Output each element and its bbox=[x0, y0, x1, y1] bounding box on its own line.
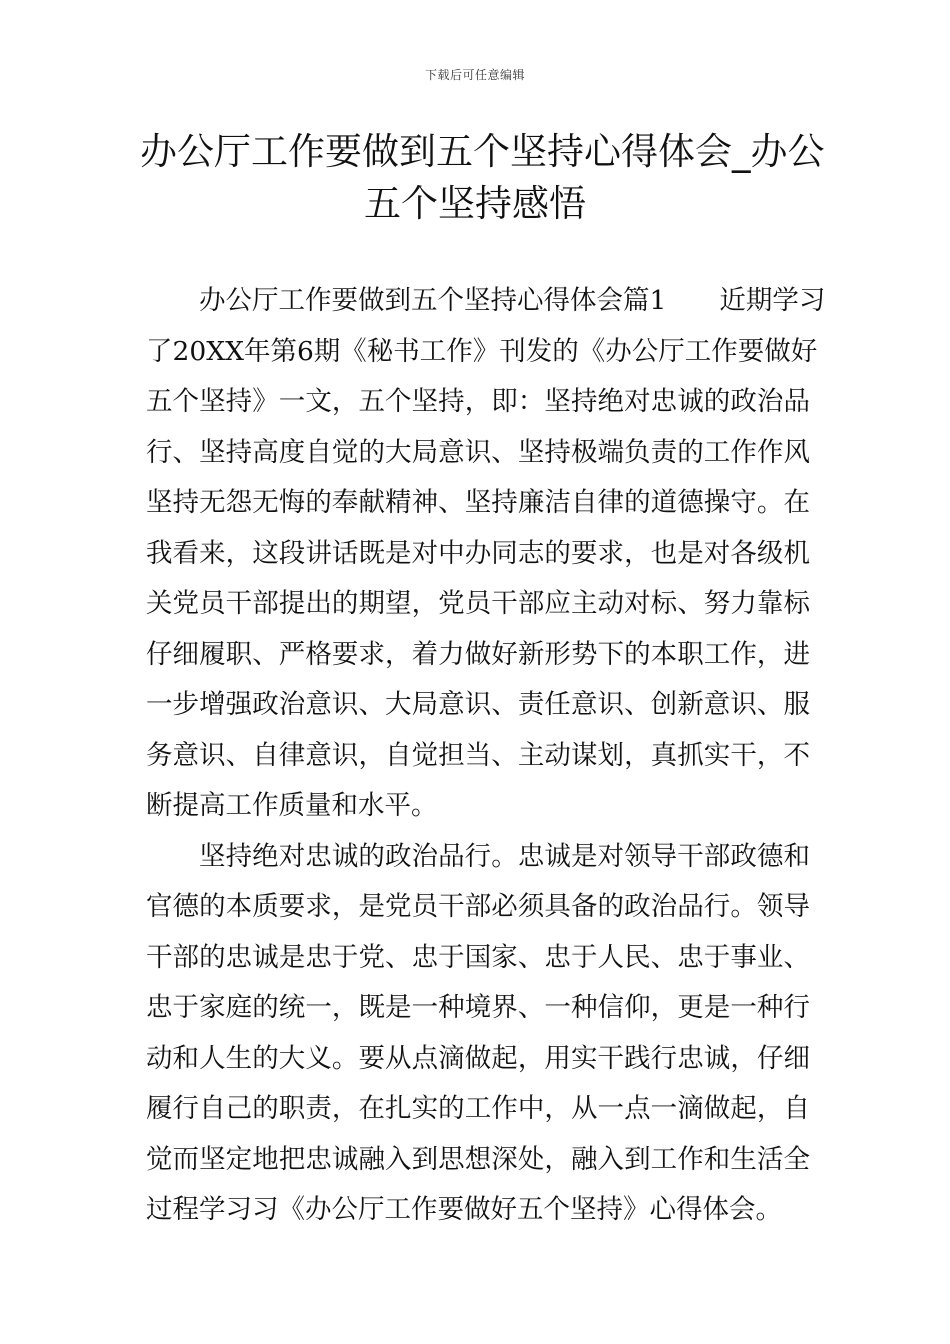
text-line: 断提高工作质量和水平。 bbox=[146, 790, 438, 821]
text-line: 五个坚持》一文，五个坚持，即：坚持绝对忠诚的政治品 bbox=[146, 386, 810, 417]
header-note: 下载后可任意编辑 bbox=[424, 68, 525, 82]
title-line: 办公厅工作要做到五个坚持心得体会_办公 bbox=[140, 130, 825, 173]
title-line: 五个坚持感悟 bbox=[364, 182, 586, 225]
text-line: 履行自己的职责，在扎实的工作中，从一点一滴做起，自 bbox=[146, 1093, 810, 1124]
text-line: 仔细履职、严格要求，着力做好新形势下的本职工作，进 bbox=[146, 638, 810, 670]
text-line: 干部的忠诚是忠于党、忠于国家、忠于人民、忠于事业、 bbox=[146, 941, 810, 973]
text-line: 忠于家庭的统一，既是一种境界、一种信仰，更是一种行 bbox=[146, 992, 810, 1023]
paragraph-2 bbox=[146, 832, 810, 1236]
text-line: 过程学习习《办公厅工作要做好五个坚持》心得体会。 bbox=[146, 1194, 782, 1225]
paragraph-1 bbox=[146, 276, 826, 832]
text-line: 我看来，这段讲话既是对中办同志的要求，也是对各级机 bbox=[146, 537, 810, 569]
text-line: 动和人生的大义。要从点滴做起，用实干践行忠诚，仔细 bbox=[146, 1042, 810, 1074]
document-body bbox=[146, 276, 826, 1236]
text-line: 一步增强政治意识、大局意识、责任意识、创新意识、服 bbox=[146, 689, 810, 720]
text-line: 了20XX年第6期《秘书工作》刊发的《办公厅工作要做好 bbox=[146, 335, 818, 367]
text-line: 行、坚持高度自觉的大局意识、坚持极端负责的工作作风 bbox=[146, 436, 810, 468]
text-line: 坚持无怨无悔的奉献精神、坚持廉洁自律的道德操守。在 bbox=[146, 487, 810, 518]
text-line: 坚持绝对忠诚的政治品行。忠诚是对领导干部政德和 bbox=[199, 840, 810, 872]
text-line: 办公厅工作要做到五个坚持心得体会篇1 近期学习 bbox=[199, 285, 826, 316]
document-title bbox=[140, 126, 825, 230]
text-line: 官德的本质要求，是党员干部必须具备的政治品行。领导 bbox=[146, 891, 810, 922]
text-line: 务意识、自律意识，自觉担当、主动谋划，真抓实干，不 bbox=[146, 739, 810, 771]
text-line: 觉而坚定地把忠诚融入到思想深处，融入到工作和生活全 bbox=[146, 1143, 810, 1175]
text-line: 关党员干部提出的期望，党员干部应主动对标、努力靠标 bbox=[146, 588, 810, 619]
